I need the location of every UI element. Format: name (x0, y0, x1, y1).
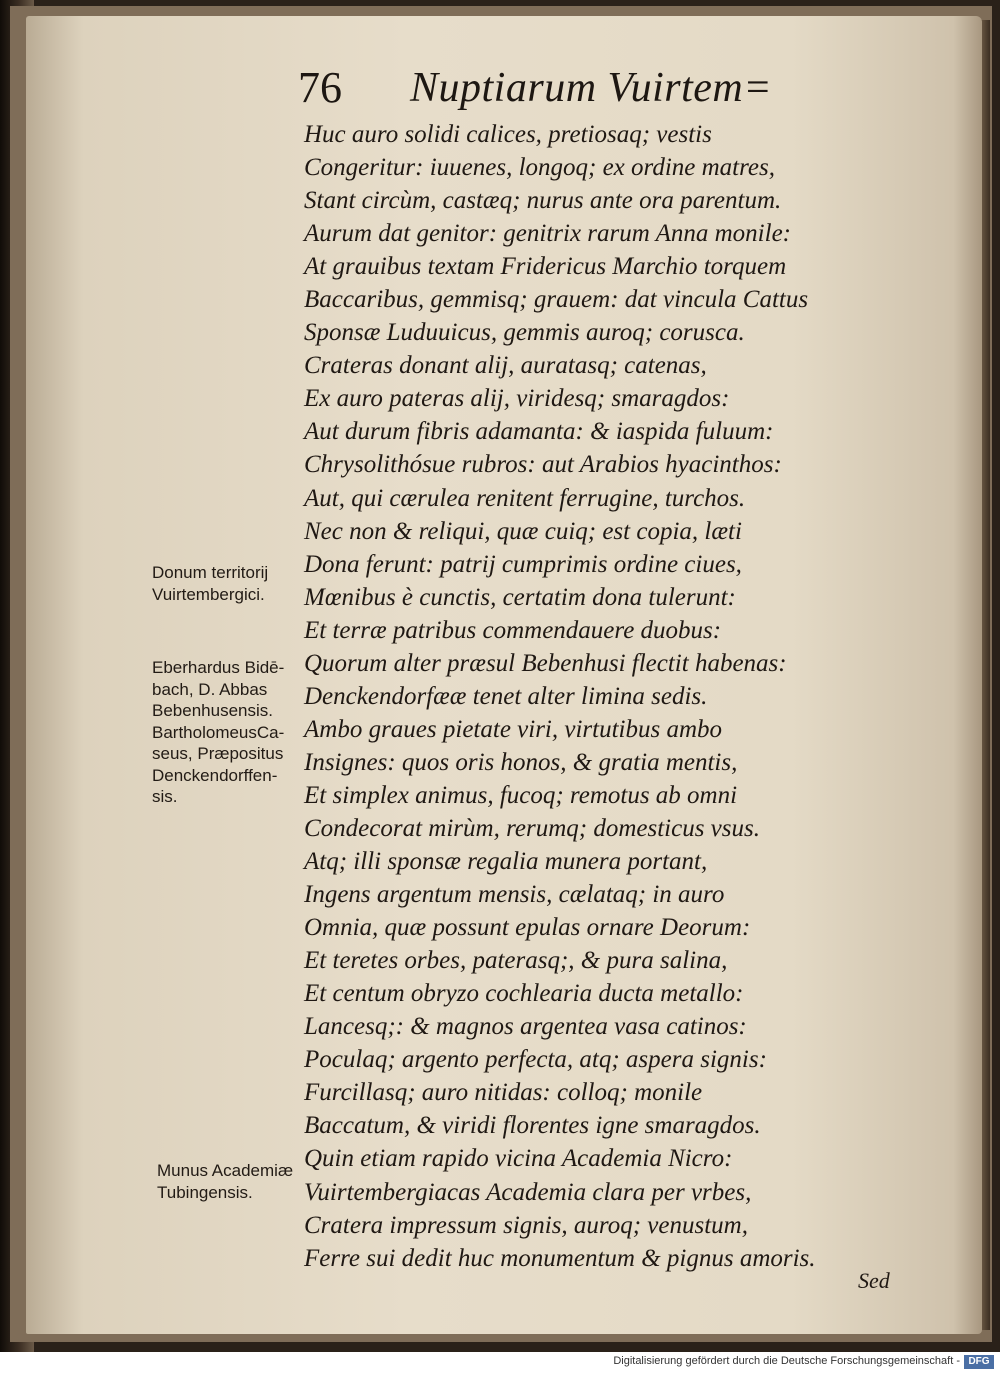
page-header (298, 62, 818, 122)
verse-line: Ambo graues pietate viri, virtutibus ambo (304, 715, 723, 743)
verse-line: Denckendorfææ tenet alter limina sedis. (304, 682, 708, 710)
marginal-note-line: bach, D. Abbas (152, 679, 268, 699)
verse-line: Aurum dat genitor: genitrix rarum Anna monile: (304, 220, 791, 248)
verse-line: Ingens argentum mensis, cælataq; in auro (304, 881, 725, 909)
verse-line: Omnia, quæ possunt epulas ornare Deorum: (304, 914, 751, 942)
verse-line: Insignes: quos oris honos, & gratia mentis, (304, 748, 738, 776)
verse-line: Et teretes orbes, paterasq;, & pura salina, (304, 947, 728, 975)
marginal-note-line: Vuirtembergici. (152, 584, 265, 604)
verse-line: Chrysolithósue rubros: aut Arabios hyacinthos: (304, 451, 782, 479)
verse-line: Et centum obryzo cochlearia ducta metallo: (304, 980, 744, 1008)
verse-line: Atq; illi sponsæ regalia munera portant, (304, 848, 708, 876)
verse-line: Huc auro solidi calices, pretiosaq; vestis (304, 121, 712, 148)
verse-line: Aut durum fibris adamanta: & iaspida fuluum: (304, 418, 774, 446)
verse-line: Condecorat mirùm, rerumq; domesticus vsus. (304, 814, 760, 842)
verse-line: Et terræ patribus commendauere duobus: (304, 616, 722, 644)
verse-line: Poculaq; argento perfecta, atq; aspera signis: (304, 1046, 767, 1074)
marginal-note-line: seus, Præpositus (152, 744, 284, 763)
marginal-note-academia (157, 1160, 293, 1203)
verse-line: Crateras donant alij, auratasq; catenas, (304, 352, 707, 380)
footer-credit: Digitalisierung gefördert durch die Deutsche Forschungsgemeinschaft - (613, 1355, 960, 1367)
page-number: 76 (298, 63, 342, 112)
verse-line: Cratera impressum signis, auroq; venustum, (304, 1211, 748, 1239)
marginal-note-line: Denckendorffen- (152, 765, 278, 785)
verse-line: Mœnibus è cunctis, certatim dona tulerunt: (304, 583, 736, 611)
marginal-note-line: Bebenhusensis. (152, 701, 273, 720)
verse-line: Ferre sui dedit huc monumentum & pignus amoris. (304, 1244, 816, 1272)
digitization-footer (0, 1352, 1000, 1373)
marginal-note-donum (152, 562, 268, 605)
marginal-note-line: Donum territorij (152, 563, 269, 582)
verse-line: Quin etiam rapido vicina Academia Nicro: (304, 1145, 733, 1173)
verse-line: Baccatum, & viridi florentes igne smaragdos. (304, 1112, 761, 1140)
verse-line: Aut, qui cærulea renitent ferrugine, turchos. (304, 484, 746, 512)
verse-line: Baccaribus, gemmisq; grauem: dat vincula Cattus (304, 286, 809, 314)
verse-line: Sponsæ Luduuicus, gemmis auroq; corusca. (304, 319, 745, 347)
poem-text-block (304, 118, 864, 1275)
dfg-logo: DFG (964, 1355, 994, 1369)
marginal-note-line: sis. (152, 787, 178, 806)
verse-line: Vuirtembergiacas Academia clara per vrbes, (304, 1178, 752, 1206)
verse-line: Nec non & reliqui, quæ cuiq; est copia, læti (304, 517, 742, 545)
verse-line: Stant circùm, castæq; nurus ante ora parentum. (304, 187, 782, 215)
verse-line: Quorum alter præsul Bebenhusi flectit habenas: (304, 649, 787, 677)
marginal-note-line: Eberhardus Bidē- (152, 658, 285, 677)
marginal-note-line: Munus Academiæ (157, 1161, 294, 1180)
marginal-note-line: BartholomeusCa- (152, 722, 285, 742)
marginal-note-line: Tubingensis. (157, 1182, 253, 1202)
verse-line: At grauibus textam Fridericus Marchio torquem (304, 253, 787, 281)
marginal-note-abbas (152, 657, 284, 808)
running-title: Nuptiarum Vuirtem= (410, 65, 773, 111)
verse-line: Lancesq;: & magnos argentea vasa catinos: (304, 1013, 747, 1041)
verse-line: Ex auro pateras alij, viridesq; smaragdos: (304, 385, 730, 413)
verse-line: Furcillasq; auro nitidas: colloq; monile (304, 1079, 703, 1107)
verse-line: Et simplex animus, fucoq; remotus ab omni (304, 781, 738, 809)
catchword: Sed (858, 1268, 890, 1293)
verse-line: Congeritur: iuuenes, longoq; ex ordine matres, (304, 154, 775, 182)
verse-line: Dona ferunt: patrij cumprimis ordine ciues, (304, 550, 742, 578)
